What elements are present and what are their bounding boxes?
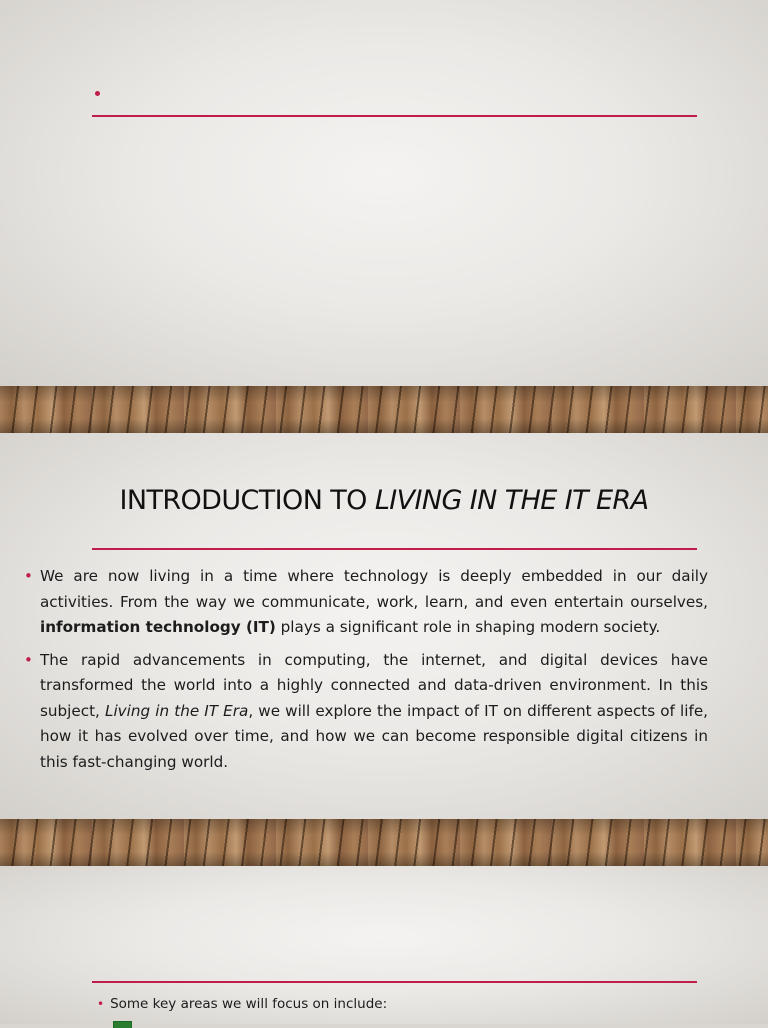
bullet-text: The rapid advancements in computing, the internet, and digital devices have transformed the world into a highly connected and data-driven environment. In this subject, <box>40 650 708 720</box>
slide-title <box>0 485 768 516</box>
title-divider <box>92 115 697 117</box>
slide-3 <box>0 866 768 1024</box>
slide-2 <box>0 433 768 819</box>
bullet-dot: • <box>97 997 105 1011</box>
bullet-text: plays a significant role in shaping modern society. <box>275 618 661 636</box>
title-placeholder-bullet <box>95 91 100 96</box>
bullet-text: We are now living in a time where technology is deeply embedded in our daily activities. From the way we communicate, work, learn, and even entertain ourselves, <box>40 567 708 611</box>
bullet-italic-text: Living in the IT Era <box>105 701 249 720</box>
slide-title-italic: LIVING IN THE IT ERA <box>374 485 649 516</box>
bullet-list <box>24 564 708 782</box>
slide-title-plain: INTRODUCTION TO <box>119 485 375 516</box>
title-divider <box>92 981 697 983</box>
bullet-item <box>97 996 387 1012</box>
bullet-text: , we will explore the impact of IT on different aspects of life, how it has evolved over time, and how we can become responsible digital citizens in this fast-changing world. <box>40 701 708 771</box>
title-divider <box>92 548 697 550</box>
green-checkbox-icon <box>113 1021 132 1028</box>
bullet-item <box>24 648 708 776</box>
wood-floor-divider <box>0 819 768 866</box>
slide-1 <box>0 0 768 386</box>
wood-floor-divider <box>0 386 768 433</box>
bullet-item <box>24 564 708 641</box>
bullet-bold-text: information technology (IT) <box>40 618 276 636</box>
bullet-text: Some key areas we will focus on include: <box>110 996 388 1012</box>
